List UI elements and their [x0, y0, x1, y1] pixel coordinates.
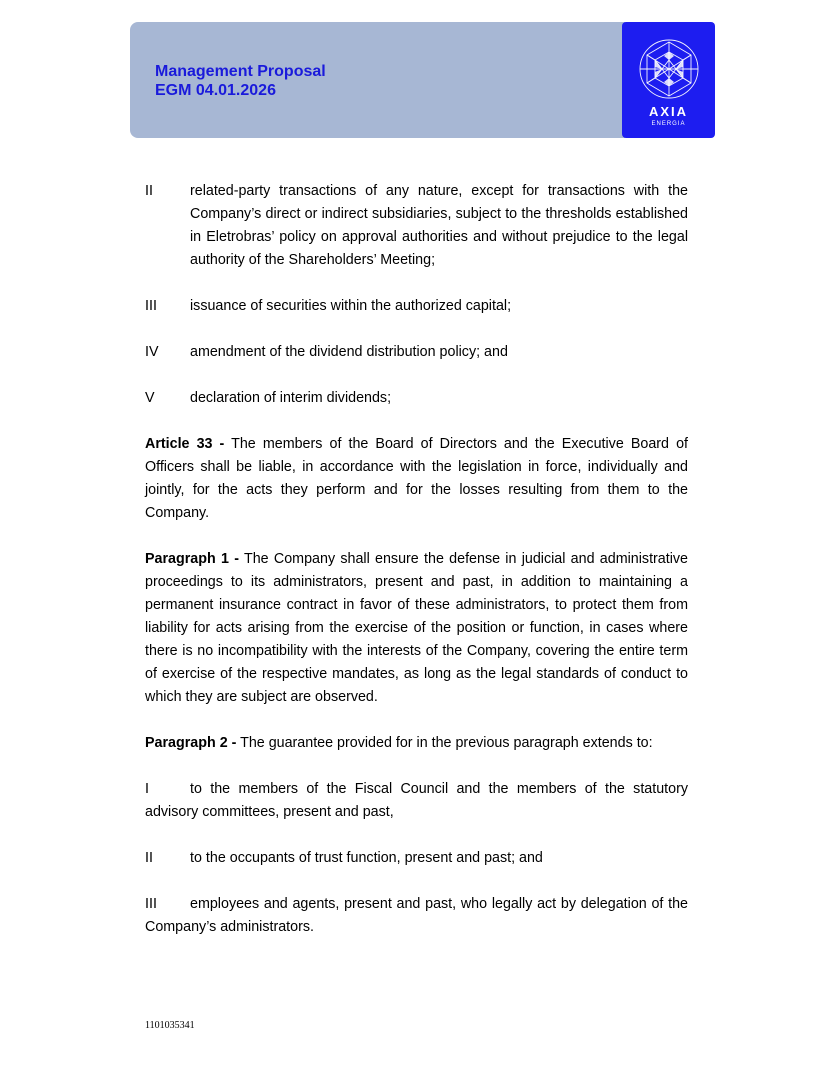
article-33: [145, 433, 688, 525]
item-number: III: [145, 896, 157, 912]
paragraph-2: [145, 732, 688, 755]
header-title: [155, 62, 326, 100]
list-item: [145, 180, 688, 272]
item-text: employees and agents, present and past, who legally act by delegation of the Company’s administrators.: [145, 896, 688, 935]
document-body: [145, 180, 688, 939]
list-item: [145, 341, 688, 364]
article-label: Article 33 -: [145, 436, 225, 452]
item-text: to the occupants of trust function, present and past; and: [190, 850, 543, 866]
item-number: II: [145, 183, 153, 199]
meeting-date: EGM 04.01.2026: [155, 82, 276, 99]
item-text: amendment of the dividend distribution policy; and: [190, 344, 508, 360]
paragraph-text: The Company shall ensure the defense in judicial and administrative proceedings to its administrators, present and past, in addition to maintaining a permanent insurance contract in favor of these administrators, to protect them from liability for acts arising from the exercise of the position or function, in cases where there is no incompatibility with the interests of the Company, covering the entire term of exercise of the respective mandates, as long as the legal standards of conduct to which they are subject are observed.: [145, 551, 689, 705]
item-number: II: [145, 850, 153, 866]
item-number: I: [145, 781, 149, 797]
list-item: [145, 778, 688, 824]
list-item: [145, 893, 688, 939]
list-item: [145, 295, 688, 318]
paragraph-1: [145, 548, 688, 709]
list-item: [145, 847, 688, 870]
article-text: The members of the Board of Directors and the Executive Board of Officers shall be liable, in accordance with the legislation in force, individually and jointly, for the acts they perform and for the losses resulting from them to the Company.: [145, 436, 688, 521]
list-item: [145, 387, 688, 410]
geodesic-globe-icon: [638, 38, 700, 100]
item-text: related-party transactions of any nature, except for transactions with the Company’s direct or indirect subsidiaries, subject to the thresholds established in Eletrobras’ policy on approval authorities and without prejudice to the legal authority of the Shareholders’ Meeting;: [190, 183, 688, 268]
item-text: declaration of interim dividends;: [190, 390, 392, 406]
logo-subtitle: ENERGIA: [651, 121, 686, 127]
paragraph-label: Paragraph 1 -: [145, 551, 239, 567]
paragraph-label: Paragraph 2 -: [145, 735, 237, 751]
item-number: IV: [145, 344, 159, 360]
document-code: 1101035341: [145, 1020, 195, 1031]
axia-logo: [622, 22, 715, 138]
paragraph-text: The guarantee provided for in the previous paragraph extends to:: [236, 735, 653, 751]
item-text: issuance of securities within the authorized capital;: [190, 298, 512, 314]
item-text: to the members of the Fiscal Council and the members of the statutory advisory committees, present and past,: [145, 781, 688, 820]
logo-name: AXIA: [648, 104, 689, 119]
proposal-title: Management Proposal: [155, 63, 326, 80]
item-number: III: [145, 298, 157, 314]
item-number: V: [145, 390, 155, 406]
